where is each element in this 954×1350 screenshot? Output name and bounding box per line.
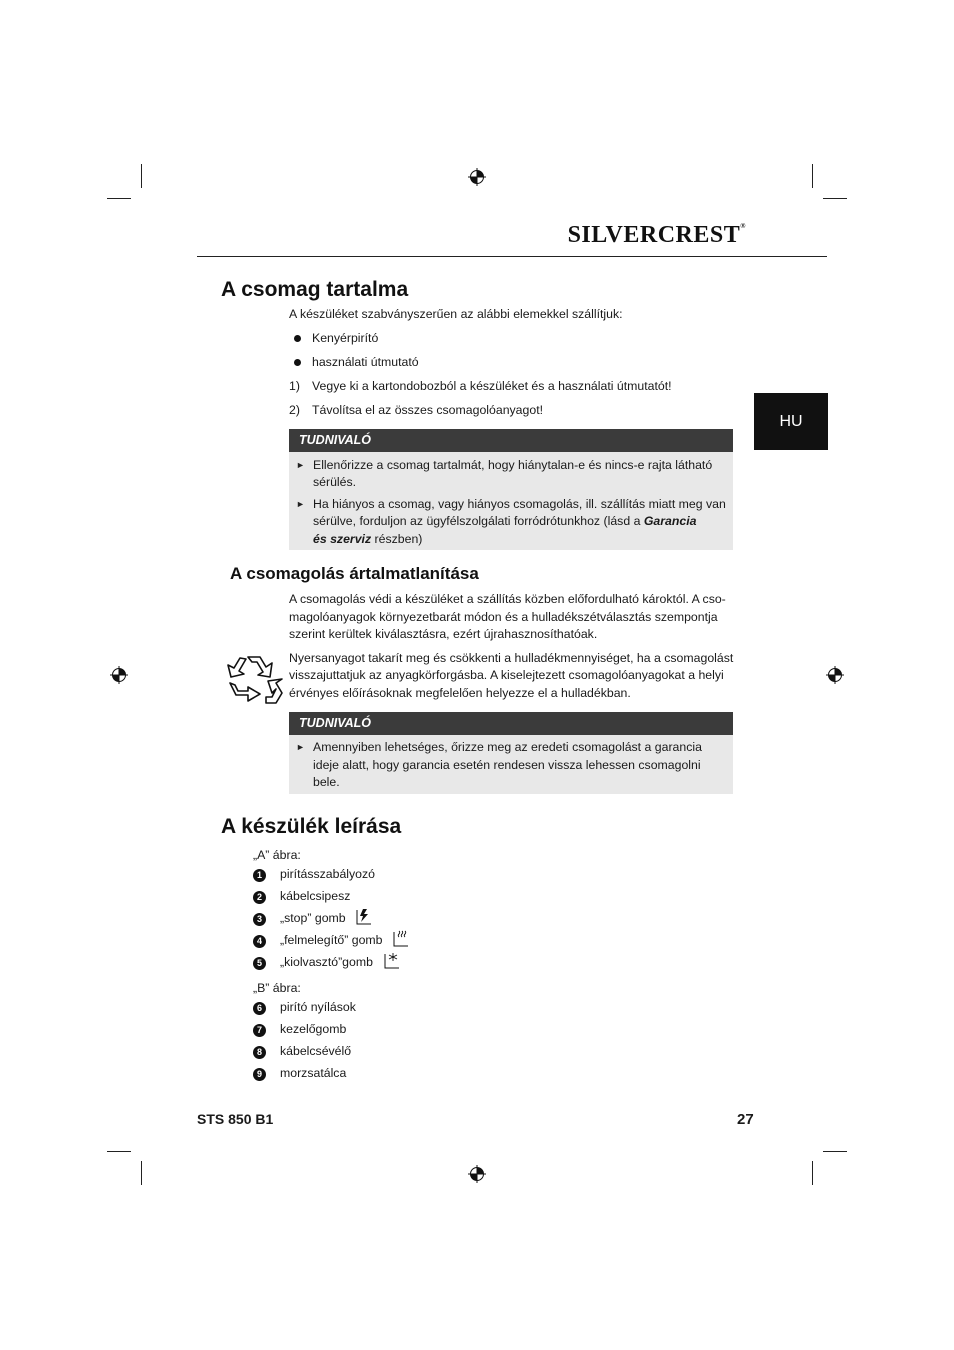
section-title-packaging-disposal: A csomagolás ártalmatlanítása	[230, 564, 479, 583]
step-number: 2)	[289, 403, 300, 417]
section-title-package-contents: A csomag tartalma	[221, 278, 409, 301]
intro-text: A készüléket szabványszerűen az alábbi elemekkel szállítjuk:	[289, 307, 623, 321]
stop-button-icon	[356, 907, 372, 925]
figure-label-b: „B” ábra:	[253, 981, 301, 995]
paragraph-line: A csomagolás védi a készüléket a szállítás közben előfordulható károktól. A cso-	[289, 592, 726, 606]
item-number-badge: 8	[253, 1046, 266, 1059]
crop-mark	[107, 198, 131, 199]
item-number-badge: 2	[253, 891, 266, 904]
item-number-badge: 1	[253, 869, 266, 882]
note-text: részben)	[371, 532, 423, 546]
part-label: kezelőgomb	[280, 1022, 347, 1036]
registration-mark-icon	[468, 1165, 486, 1183]
list-item: használati útmutató	[312, 355, 419, 369]
part-label: morzsatálca	[280, 1066, 347, 1080]
brand-wordmark: SILVERCREST	[567, 222, 741, 248]
arrow-right-icon: ►	[296, 460, 305, 470]
note-heading: TUDNIVALÓ	[289, 712, 733, 735]
crop-mark	[823, 198, 847, 199]
crop-mark	[141, 164, 142, 188]
note-line: Ha hiányos a csomag, vagy hiányos csomagolás, ill. szállítás miatt meg van	[313, 497, 726, 511]
step-number: 1)	[289, 379, 300, 393]
paragraph-line: visszajuttatjuk az anyagkörforgásba. A kiselejtezett csomagolóanyagokat a helyi	[289, 668, 724, 682]
crop-mark	[812, 1161, 813, 1185]
part-label: „felmelegítő” gomb	[280, 933, 383, 947]
crop-mark	[107, 1151, 131, 1152]
bullet-icon	[294, 359, 301, 366]
item-number-badge: 5	[253, 957, 266, 970]
note-line: Amennyiben lehetséges, őrizze meg az eredeti csomagolást a garancia	[313, 740, 702, 754]
emphasis-text: és szerviz	[313, 532, 372, 546]
page-number: 27	[737, 1111, 754, 1128]
paragraph-line: Nyersanyagot takarít meg és csökkenti a hulladékmennyiséget, ha a csomagolást	[289, 651, 734, 665]
paragraph-line: magolóanyagok környezetbarát módon és a hulladékszétválasztás szempontja	[289, 610, 718, 624]
item-number-badge: 3	[253, 913, 266, 926]
part-label: „stop” gomb	[280, 911, 346, 925]
part-label: kábelcsévélő	[280, 1044, 352, 1058]
paragraph-line: szerint kerültek kiválasztásra, ezért újrahasznosíthatóak.	[289, 627, 598, 641]
list-item: Kenyérpirító	[312, 331, 379, 345]
item-number-badge: 6	[253, 1002, 266, 1015]
language-tab: HU	[754, 393, 828, 450]
recycle-icon	[226, 651, 284, 707]
arrow-right-icon: ►	[296, 499, 305, 509]
reheat-button-icon	[393, 929, 409, 947]
note-heading: TUDNIVALÓ	[289, 429, 733, 452]
note-line	[313, 513, 696, 531]
crop-mark	[141, 1161, 142, 1185]
section-title-device-description: A készülék leírása	[221, 815, 402, 838]
emphasis-text: Garancia	[643, 514, 697, 528]
part-label: kábelcsipesz	[280, 889, 351, 903]
note-line: ideje alatt, hogy garancia esetén rendesen vissza lehessen csomagolni	[313, 758, 701, 772]
note-line: sérülés.	[313, 475, 357, 489]
step-text: Vegye ki a kartondobozból a készüléket és a használati útmutatót!	[312, 379, 672, 393]
step-text: Távolítsa el az összes csomagolóanyagot!	[312, 403, 544, 417]
defrost-button-icon	[384, 951, 400, 969]
note-text: sérülve, forduljon az ügyfélszolgálati forródrótunkhoz (lásd a	[313, 514, 644, 528]
paragraph-line: érvényes előírásoknak megfelelően helyezze el a hulladékban.	[289, 686, 631, 700]
bullet-icon	[294, 335, 301, 342]
figure-label-a: „A” ábra:	[253, 848, 301, 862]
part-label: pirító nyílások	[280, 1000, 356, 1014]
note-line	[313, 531, 422, 549]
note-line: bele.	[313, 775, 340, 789]
brand-logo	[568, 222, 746, 249]
brand-registered: ®	[740, 222, 746, 230]
registration-mark-icon	[468, 168, 486, 186]
part-label: „kiolvasztó”gomb	[280, 955, 373, 969]
arrow-right-icon: ►	[296, 742, 305, 752]
header-rule	[197, 256, 827, 257]
note-line: Ellenőrizze a csomag tartalmát, hogy hiánytalan-e és nincs-e rajta látható	[313, 458, 713, 472]
item-number-badge: 7	[253, 1024, 266, 1037]
registration-mark-icon	[110, 666, 128, 684]
registration-mark-icon	[826, 666, 844, 684]
item-number-badge: 4	[253, 935, 266, 948]
crop-mark	[823, 1151, 847, 1152]
part-label: pirításszabályozó	[280, 867, 376, 881]
model-number: STS 850 B1	[197, 1111, 274, 1127]
crop-mark	[812, 164, 813, 188]
item-number-badge: 9	[253, 1068, 266, 1081]
